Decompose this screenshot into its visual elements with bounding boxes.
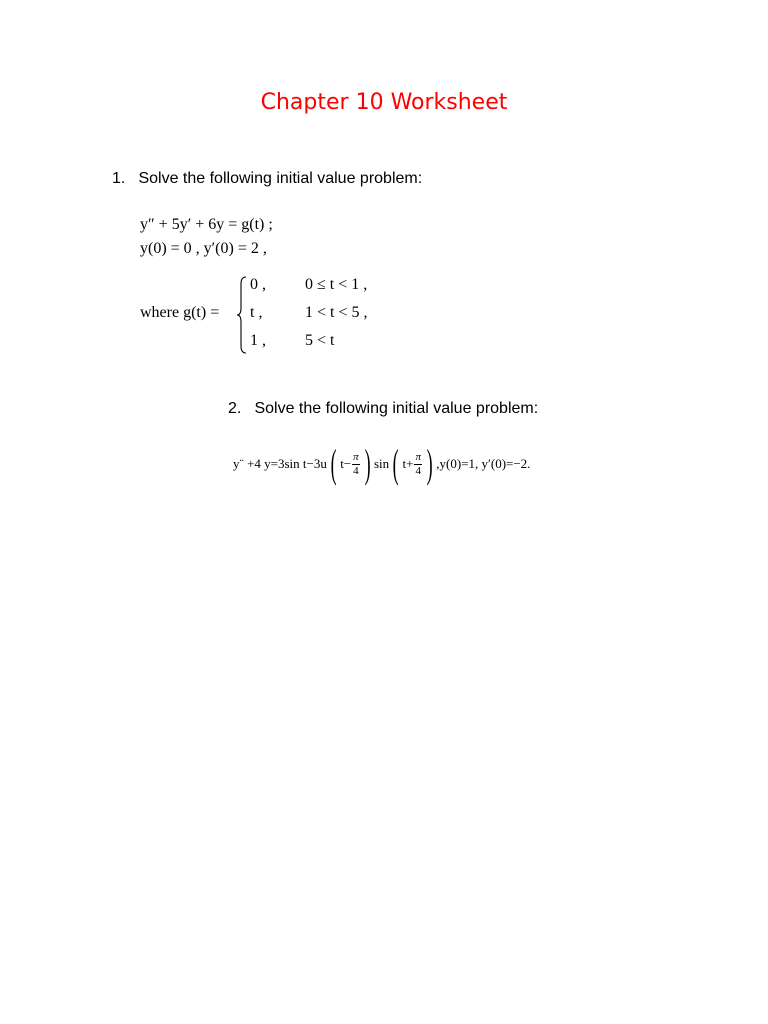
problem-number: 1. [112, 170, 126, 187]
problem-number: 2. [228, 400, 242, 417]
piecewise-definition [140, 276, 440, 356]
case-value: 1 , [250, 332, 266, 349]
sin-function: sin [373, 456, 390, 471]
argument-prefix: t+ [402, 456, 414, 471]
problem-text: Solve the following initial value problem: [138, 170, 423, 187]
fraction-numerator: π [415, 450, 421, 463]
equation-tail: ,y(0)=1, y′(0)=−2. [436, 456, 531, 471]
left-paren-icon: ( [330, 441, 337, 486]
ode-line: y″ + 5y′ + 6y = g(t) ; [140, 216, 273, 233]
case-value: t , [250, 304, 263, 321]
problem-1 [112, 170, 422, 188]
equation-part: y¨ +4 y=3sin t−3u [233, 456, 327, 471]
right-paren-icon: ) [364, 441, 371, 486]
fraction-denominator: 4 [353, 464, 359, 477]
case-condition: 5 < t [305, 332, 335, 349]
fraction-numerator: π [353, 450, 359, 463]
left-brace-icon [237, 276, 247, 354]
fraction [352, 452, 360, 477]
problem-2 [228, 400, 538, 418]
argument-prefix: t− [340, 456, 352, 471]
worksheet-title: Chapter 10 Worksheet [260, 90, 508, 115]
initial-conditions-line: y(0) = 0 , y′(0) = 2 , [140, 240, 267, 257]
left-paren-icon: ( [392, 441, 399, 486]
right-paren-icon: ) [426, 441, 433, 486]
fraction [414, 452, 422, 477]
case-value: 0 , [250, 276, 266, 293]
problem-text: Solve the following initial value problem: [254, 400, 539, 417]
case-condition: 0 ≤ t < 1 , [305, 276, 368, 293]
where-label: where g(t) = [140, 304, 220, 321]
case-condition: 1 < t < 5 , [305, 304, 368, 321]
problem-2-equation [233, 442, 530, 486]
fraction-denominator: 4 [415, 464, 421, 477]
